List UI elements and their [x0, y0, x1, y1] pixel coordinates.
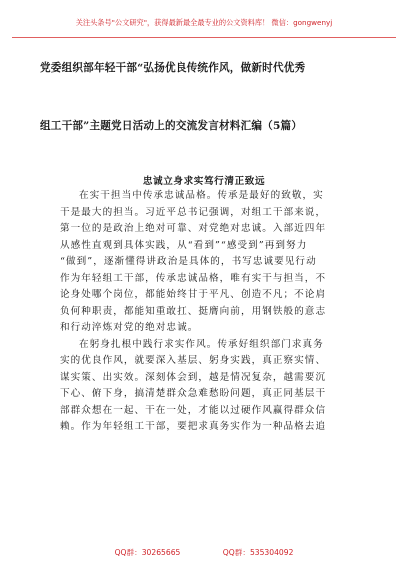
- document-title-line-2: 组工干部”主题党日活动上的交流发言材料汇编（5篇）: [40, 120, 303, 132]
- footer-qq-group-1: QQ群：30265665: [114, 548, 181, 557]
- paragraph-1: [60, 188, 352, 337]
- paragraph-2: [60, 337, 352, 436]
- text-line: 部群众想在一起、干在一处，才能以过硬作风赢得群众信: [60, 404, 327, 416]
- text-line: 下心、俯下身，搞清楚群众急难愁盼问题，真正同基层干: [60, 388, 327, 399]
- document-body: [60, 188, 352, 436]
- footer: [0, 547, 408, 558]
- text-line: 在躬身扎根中践行求实作风。传承好组织部门求真务: [79, 338, 324, 350]
- text-line: 第一位的是政治上绝对可靠、对党绝对忠诚。入部近四年: [60, 223, 327, 234]
- document-title-line-1: 党委组织部年轻干部“弘扬优良传统作风，做新时代优秀: [40, 62, 306, 74]
- text-line: 在实干担当中传承忠诚品格。传承是最好的致敬，实: [79, 190, 324, 201]
- text-line: 负何种职责，都能知重敢扛、挺膺向前，用钢铁般的意志: [60, 305, 327, 317]
- text-line: 从感性直观到具体实践，从“看到”“感受到”再到努力: [60, 239, 308, 251]
- header-banner: 关注头条号"公文研究"，获得最新最全最专业的公文资料库！ 微信：gongwenyj: [12, 15, 396, 38]
- text-line: 谋实策、出实效。深刻体会到，越是情况复杂，越需要沉: [60, 371, 327, 383]
- text-line: 和行动淬炼对党的绝对忠诚。: [60, 322, 199, 333]
- text-line: 干是最大的担当。习近平总书记强调，对组工干部来说，: [60, 206, 327, 218]
- section-heading: 忠诚立身求实笃行清正致远: [142, 176, 266, 187]
- text-line: 作为年轻组工干部，传承忠诚品格，唯有实干与担当，不: [60, 272, 327, 284]
- text-line: 论身处哪个岗位，都能始终甘于平凡、创造不凡；不论肩: [60, 289, 327, 300]
- text-line: “做到”，逐渐懂得讲政治是具体的，书写忠诚要见行动: [60, 256, 317, 267]
- footer-qq-group-2: QQ群：535304092: [222, 548, 294, 557]
- text-line: 实的优良作风，就要深入基层、躬身实践，真正察实情、: [60, 355, 327, 366]
- text-line: 赖。作为年轻组工干部，要把求真务实作为一种品格去追: [60, 421, 327, 432]
